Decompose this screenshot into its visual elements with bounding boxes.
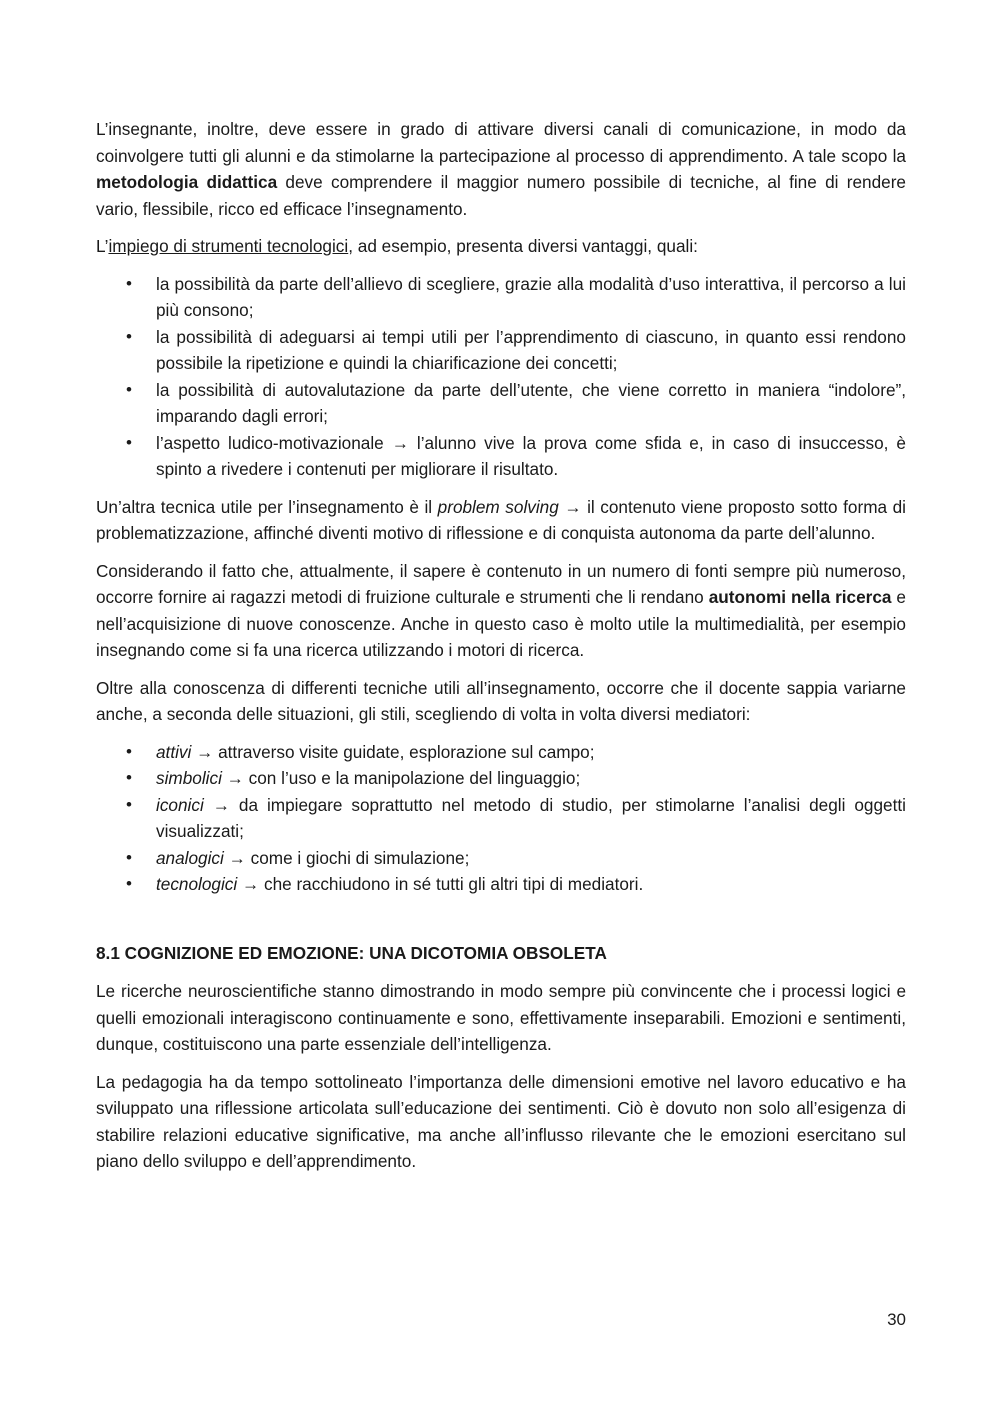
- list-item: [96, 271, 906, 324]
- underlined-term: impiego di strumenti tecnologici: [108, 236, 349, 256]
- paragraph-text: deve comprendere il maggior numero possibile di tecniche, al fine di rendere vario, flessibile, ricco ed efficace l’insegnamento.: [96, 172, 906, 219]
- italic-term: simbolici: [156, 768, 222, 788]
- list-item-text: che racchiudono in sé tutti gli altri tipi di mediatori.: [263, 874, 644, 894]
- arrow-icon: →: [237, 874, 264, 894]
- paragraph-pedagogy: La pedagogia ha da tempo sottolineato l’importanza delle dimensioni emotive nel lavoro educativo e ha sviluppato una riflessione articolata sull’educazione dei sentimenti. Ciò è dovuto non solo all’esigenza di stabilire relazioni educative significative, ma anche all’influsso rilevante che le emozioni esercitano sul piano dello sviluppo e dell’apprendimento.: [96, 1071, 906, 1171]
- section-heading: 8.1 COGNIZIONE ED EMOZIONE: UNA DICOTOMIA OBSOLETA: [96, 942, 607, 963]
- mediators-list: [96, 739, 906, 898]
- list-item-text: l’aspetto ludico-motivazionale → l’alunno vive la prova come sfida e, in caso di insuccesso, è spinto a rivedere i contenuti per migliorare il risultato.: [156, 432, 906, 479]
- arrow-icon: →: [203, 794, 239, 815]
- italic-term: iconici: [156, 794, 204, 815]
- bullet-icon: •: [126, 794, 132, 814]
- list-item: [96, 377, 906, 430]
- italic-term: tecnologici: [156, 874, 238, 894]
- bullet-icon: •: [126, 847, 132, 867]
- list-item: [96, 430, 906, 483]
- arrow-icon: →: [558, 496, 588, 517]
- list-item: [96, 324, 906, 377]
- page-number: 30: [887, 1310, 906, 1329]
- list-item: [96, 845, 906, 872]
- list-item-text: la possibilità di adeguarsi ai tempi utili per l’apprendimento di ciascuno, in quanto essi rendono possibile la ripetizione e quindi la chiarificazione dei concetti;: [156, 326, 906, 373]
- bullet-icon: •: [126, 326, 132, 346]
- bullet-icon: •: [126, 379, 132, 399]
- list-item-text: come i giochi di simulazione;: [250, 847, 470, 868]
- list-item-text: da impiegare soprattutto nel metodo di studio, per stimolarne l’analisi degli oggetti visualizzati;: [156, 794, 906, 841]
- bold-term: autonomi nella ricerca: [708, 587, 892, 607]
- paragraph-text: , ad esempio, presenta diversi vantaggi, quali:: [348, 236, 698, 256]
- italic-term: attivi: [156, 741, 192, 762]
- paragraph-text: Considerando il fatto che, attualmente, il sapere è contenuto in un numero di fonti sempre più numeroso, occorre fornire ai ragazzi metodi di fruizione culturale e strumenti che li rendano: [96, 560, 906, 607]
- paragraph-text: e nell’acquisizione di nuove conoscenze. Anche in questo caso è molto utile la multimedialità, per esempio insegnando come si fa una ricerca utilizzando i motori di ricerca.: [96, 587, 906, 660]
- list-item: [96, 739, 906, 766]
- italic-term: analogici: [156, 847, 224, 868]
- list-item-text: la possibilità da parte dell’allievo di scegliere, grazie alla modalità d’uso interattiva, il percorso a lui più consono;: [156, 273, 906, 320]
- paragraph-text: L’: [96, 236, 109, 256]
- paragraph-text: Un’altra tecnica utile per l’insegnamento è il: [96, 496, 438, 517]
- list-item-text: con l’uso e la manipolazione del linguaggio;: [248, 768, 581, 788]
- document-body: [96, 116, 906, 1186]
- paragraph-tech-tools: [96, 233, 906, 260]
- paragraph-mediators: Oltre alla conoscenza di differenti tecniche utili all’insegnamento, occorre che il docente sappia variarne anche, a seconda delle situazioni, gli stili, scegliendo di volta in volta diversi mediatori:: [96, 677, 906, 724]
- paragraph-text: il contenuto viene proposto sotto forma di problematizzazione, affinché diventi motivo di riflessione e di conquista autonoma da parte dell’alunno.: [96, 496, 907, 543]
- bullet-icon: •: [126, 432, 132, 452]
- list-item: [96, 765, 906, 792]
- paragraph-problem-solving: [96, 494, 906, 547]
- paragraph-text: L’insegnante, inoltre, deve essere in grado di attivare diversi canali di comunicazione, in modo da coinvolgere tutti gli alunni e da stimolarne la partecipazione al processo di apprendimento. A tale scopo la: [96, 119, 906, 166]
- italic-term: problem solving: [437, 496, 559, 517]
- list-item: [96, 871, 906, 898]
- list-item-text: attraverso visite guidate, esplorazione sul campo;: [218, 741, 595, 762]
- list-item-text: la possibilità di autovalutazione da parte dell’utente, che viene corretto in maniera “indolore”, imparando dagli errori;: [156, 379, 906, 426]
- list-item: [96, 792, 906, 845]
- bullet-icon: •: [126, 874, 132, 893]
- paragraph-autonomy: [96, 558, 906, 664]
- arrow-icon: →: [223, 847, 251, 868]
- paragraph-intro: [96, 116, 906, 222]
- bullet-icon: •: [126, 741, 132, 761]
- arrow-icon: →: [191, 741, 219, 762]
- bullet-icon: •: [126, 768, 132, 787]
- paragraph-neuroscience: Le ricerche neuroscientifiche stanno dimostrando in modo sempre più convincente che i processi logici e quelli emozionali interagiscono continuamente e sono, effettivamente inseparabili. Emozioni e sentimenti, dunque, costituiscono una parte essenziale dell’intelligenza.: [96, 981, 906, 1054]
- arrow-icon: →: [221, 768, 249, 788]
- advantages-list: [96, 271, 906, 483]
- bullet-icon: •: [126, 273, 132, 293]
- bold-term: metodologia didattica: [96, 172, 278, 192]
